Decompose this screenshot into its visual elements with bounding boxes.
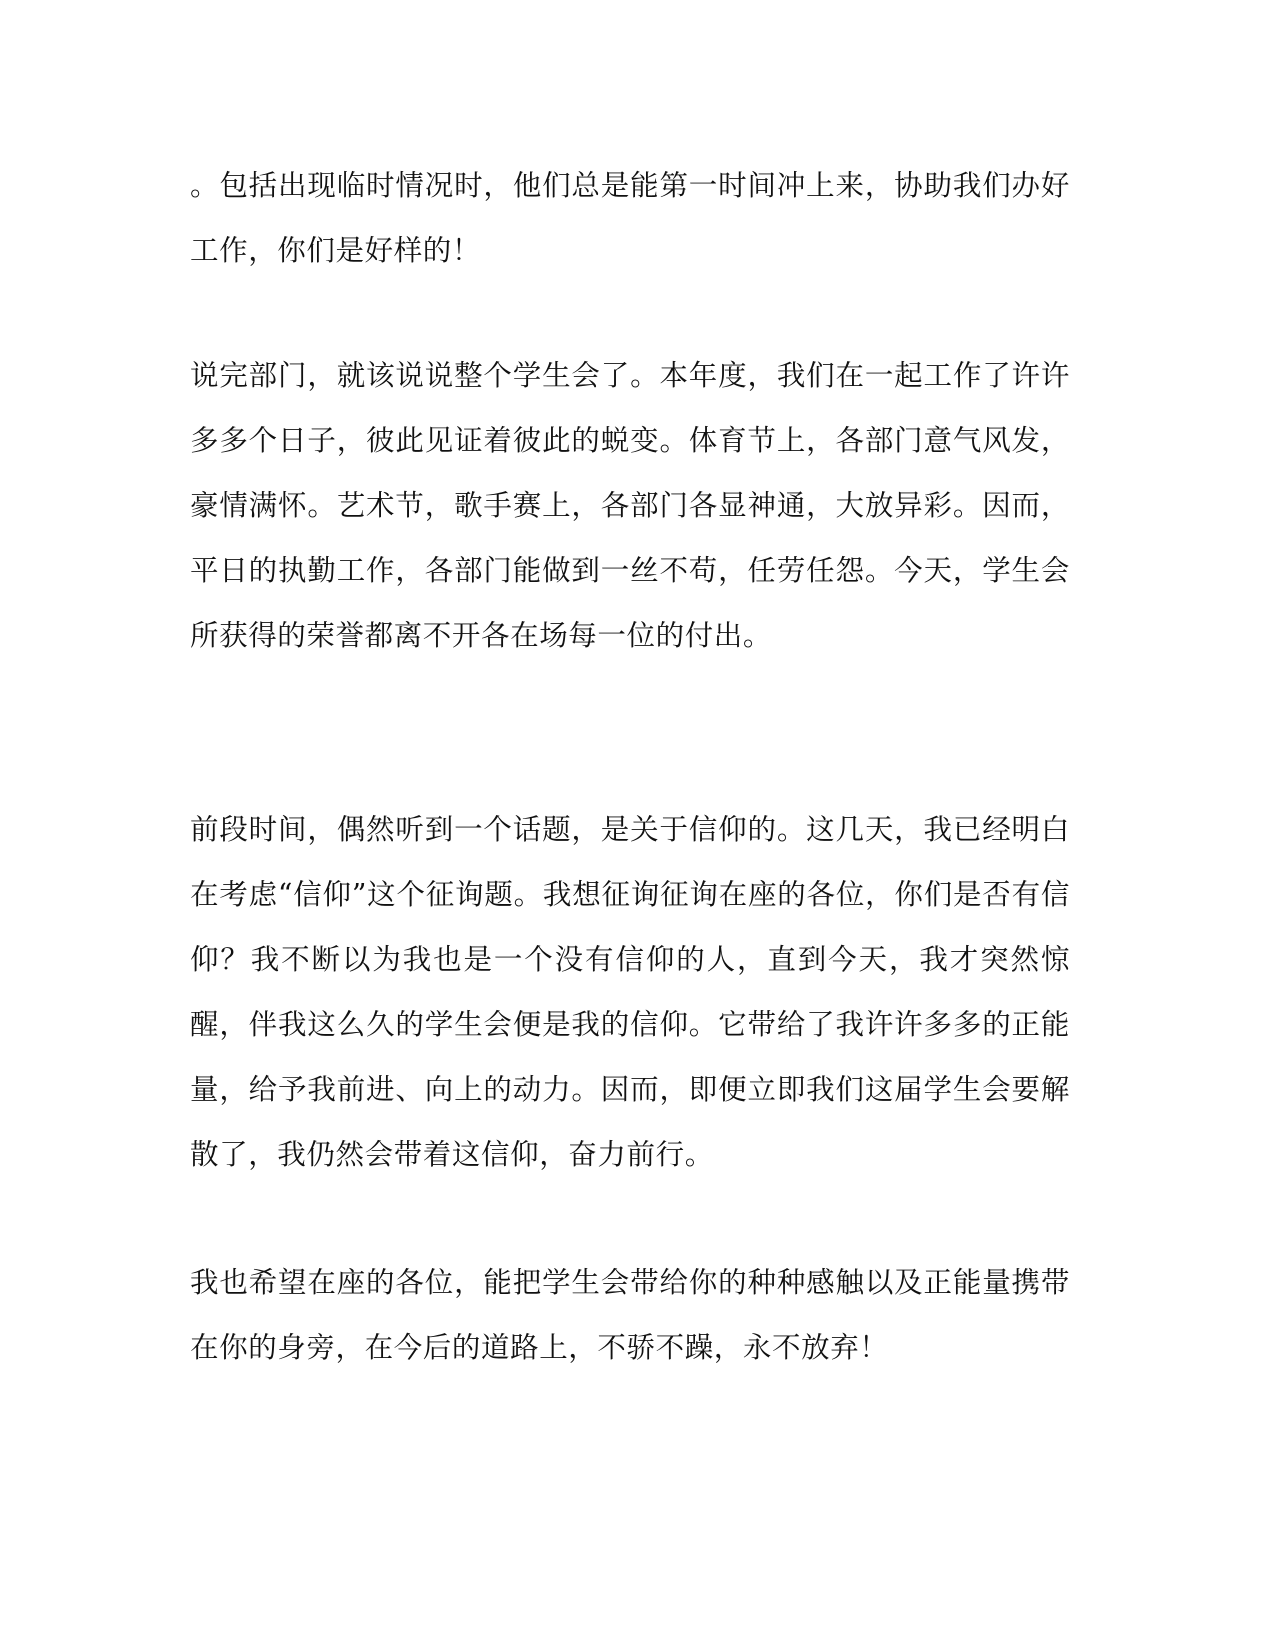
paragraph-3: 前段时间，偶然听到一个话题，是关于信仰的。这几天，我已经明白在考虑“信仰”这个征询题。我想征询征询在座的各位，你们是否有信仰？我不断以为我也是一个没有信仰的人，直到今天，我才突然惊醒，伴我这么久的学生会便是我的信仰。它带给了我许许多多的正能量，给予我前进、向上的动力。因而，即便立即我们这届学生会要解散了，我仍然会带着这信仰，奋力前行。 — [190, 813, 1070, 1171]
paragraph-1: 。包括出现临时情况时，他们总是能第一时间冲上来，协助我们办好工作，你们是好样的！ — [190, 169, 1070, 267]
paragraph-4: 我也希望在座的各位，能把学生会带给你的种种感触以及正能量携带在你的身旁，在今后的道路上，不骄不躁，永不放弃！ — [190, 1266, 1070, 1364]
paragraph-2: 说完部门，就该说说整个学生会了。本年度，我们在一起工作了许许多多个日子，彼此见证着彼此的蜕变。体育节上，各部门意气风发，豪情满怀。艺术节，歌手赛上，各部门各显神通，大放异彩。因而，平日的执勤工作，各部门能做到一丝不苟，任劳任怨。今天，学生会所获得的荣誉都离不开各在场每一位的付出。 — [190, 359, 1070, 652]
